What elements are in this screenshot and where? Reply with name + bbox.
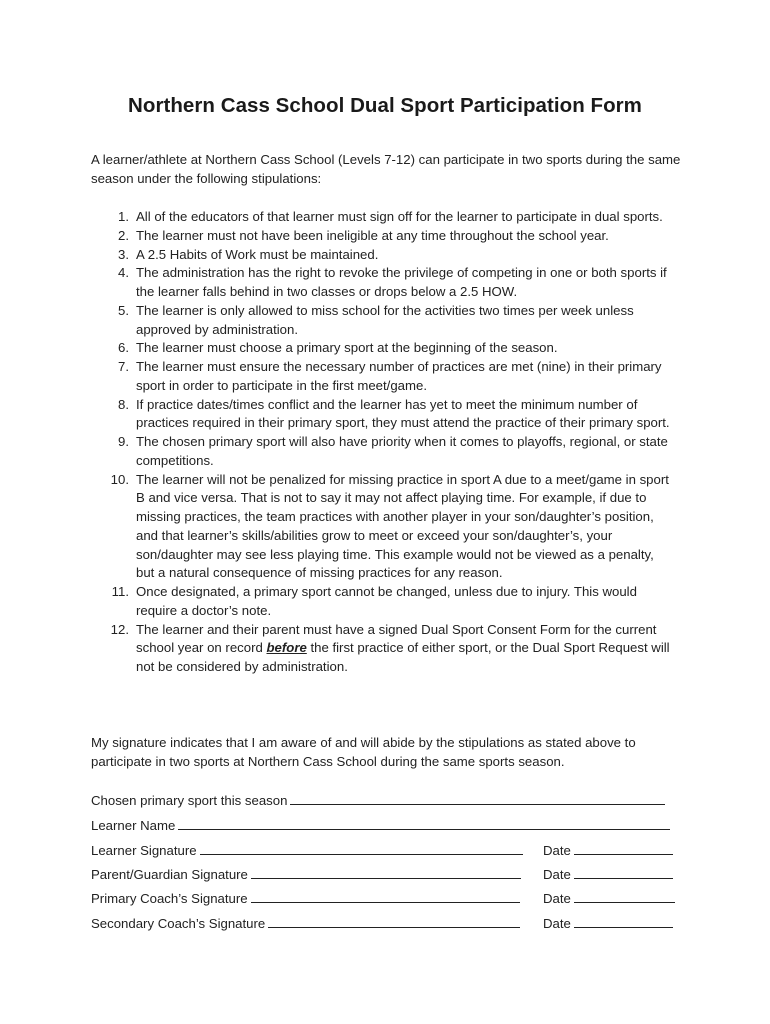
stipulation-text: The chosen primary sport will also have priority when it comes to playoffs, regional, or state competitions. <box>136 434 668 468</box>
stipulation-number: 2. <box>118 227 129 243</box>
stipulation-item <box>0 208 672 227</box>
stipulation-number: 11. <box>111 584 129 599</box>
learner-signature-blank[interactable] <box>200 841 523 855</box>
stipulation-number: 3. <box>118 246 129 262</box>
stipulation-text: All of the educators of that learner must sign off for the learner to participate in dual sports. <box>136 209 663 224</box>
primary-coach-date-blank[interactable] <box>574 889 675 903</box>
stipulation-text: A 2.5 Habits of Work must be maintained. <box>136 246 379 262</box>
stipulation-text: The learner will not be penalized for missing practice in sport A due to a meet/game in sport B and vice versa. That is not to say it may not affect playing time. For example, if due to missing practices, the team practices with another player in your son/daughter’s position, and that learner’s skills/abilities grow to meet or exceed your son/daughter’s, your son/daughter may see less playing time. This example would not be viewed as a penalty, but a natural consequence of missing practices for any reason. <box>136 471 669 581</box>
signature-statement: My signature indicates that I am aware of and will abide by the stipulations as stated above to participate in two sports at Northern Cass School during the same sports season. <box>91 735 636 769</box>
parent-signature-blank[interactable] <box>251 865 521 879</box>
stipulation-text-after: the first practice of either sport, or the Dual Sport Request will not be considered by administration. <box>136 640 670 674</box>
stipulation-text: The learner must choose a primary sport at the beginning of the season. <box>136 340 558 356</box>
stipulation-item <box>0 621 672 677</box>
stipulation-number: 12. <box>110 621 129 637</box>
stipulation-item <box>0 396 672 434</box>
field-label: Primary Coach’s Signature <box>91 891 248 906</box>
stipulation-item <box>0 358 672 396</box>
stipulation-item <box>0 302 672 340</box>
stipulation-number: 10. <box>110 471 129 487</box>
stipulation-item <box>0 264 672 302</box>
stipulation-text: Once designated, a primary sport cannot be changed, unless due to injury. This would require a doctor’s note. <box>136 584 637 618</box>
stipulation-item <box>0 471 672 584</box>
parent-date-blank[interactable] <box>574 865 673 879</box>
stipulation-item <box>0 433 672 471</box>
stipulation-text: The learner and their parent must have a signed Dual Sport Consent Form for the current school year on record <box>136 621 657 656</box>
secondary-coach-signature-blank[interactable] <box>268 914 520 928</box>
primary-coach-signature-blank[interactable] <box>251 889 520 903</box>
stipulation-item <box>0 246 672 265</box>
stipulations-list <box>0 208 770 677</box>
learner-signature-field <box>91 841 523 858</box>
intro-paragraph: A learner/athlete at Northern Cass School (Levels 7-12) can participate in two sports during the same season under the following stipulations: <box>91 152 681 186</box>
secondary-coach-date-field <box>543 914 673 931</box>
field-label: Chosen primary sport this season <box>91 793 288 808</box>
stipulation-item <box>0 583 672 621</box>
learner-name-field <box>91 816 670 833</box>
stipulation-text: If practice dates/times conflict and the learner has yet to meet the minimum number of practices required in their primary sport, they must attend the practice of their primary sport. <box>136 396 670 431</box>
stipulation-number: 7. <box>118 359 129 374</box>
learner-name-blank[interactable] <box>178 816 670 830</box>
field-label: Secondary Coach’s Signature <box>91 916 266 931</box>
parent-date-field <box>543 865 673 882</box>
page-title: Northern Cass School Dual Sport Participation Form <box>128 94 642 117</box>
stipulation-number: 5. <box>118 302 129 318</box>
secondary-coach-date-blank[interactable] <box>574 914 673 928</box>
date-label: Date <box>543 891 571 906</box>
stipulation-text: The learner must not have been ineligible at any time throughout the school year. <box>136 227 609 243</box>
learner-date-field <box>543 841 673 858</box>
stipulation-number: 1. <box>118 209 129 224</box>
primary-sport-blank[interactable] <box>290 791 665 805</box>
date-label: Date <box>543 867 571 882</box>
primary-sport-field <box>91 791 665 808</box>
learner-date-blank[interactable] <box>574 841 673 855</box>
stipulation-item <box>0 227 672 246</box>
stipulation-text: The learner is only allowed to miss school for the activities two times per week unless approved by administration. <box>136 302 634 337</box>
field-label: Parent/Guardian Signature <box>91 867 248 882</box>
primary-coach-signature-field <box>91 889 520 906</box>
secondary-coach-signature-field <box>91 914 520 931</box>
stipulation-number: 9. <box>118 434 129 449</box>
field-label: Learner Name <box>91 818 176 833</box>
date-label: Date <box>543 843 571 858</box>
primary-coach-date-field <box>543 889 675 906</box>
stipulation-number: 6. <box>118 340 129 356</box>
field-label: Learner Signature <box>91 843 197 858</box>
before-emphasis: before <box>266 640 307 656</box>
stipulation-text: The learner must ensure the necessary number of practices are met (nine) in their primary sport in order to participate in the first meet/game. <box>136 359 662 393</box>
stipulation-number: 8. <box>118 396 129 412</box>
parent-signature-field <box>91 865 521 882</box>
stipulation-item <box>0 339 672 358</box>
stipulation-number: 4. <box>118 265 129 281</box>
date-label: Date <box>543 916 571 931</box>
stipulation-text: The administration has the right to revoke the privilege of competing in one or both sports if the learner falls behind in two classes or drops below a 2.5 HOW. <box>136 265 667 299</box>
